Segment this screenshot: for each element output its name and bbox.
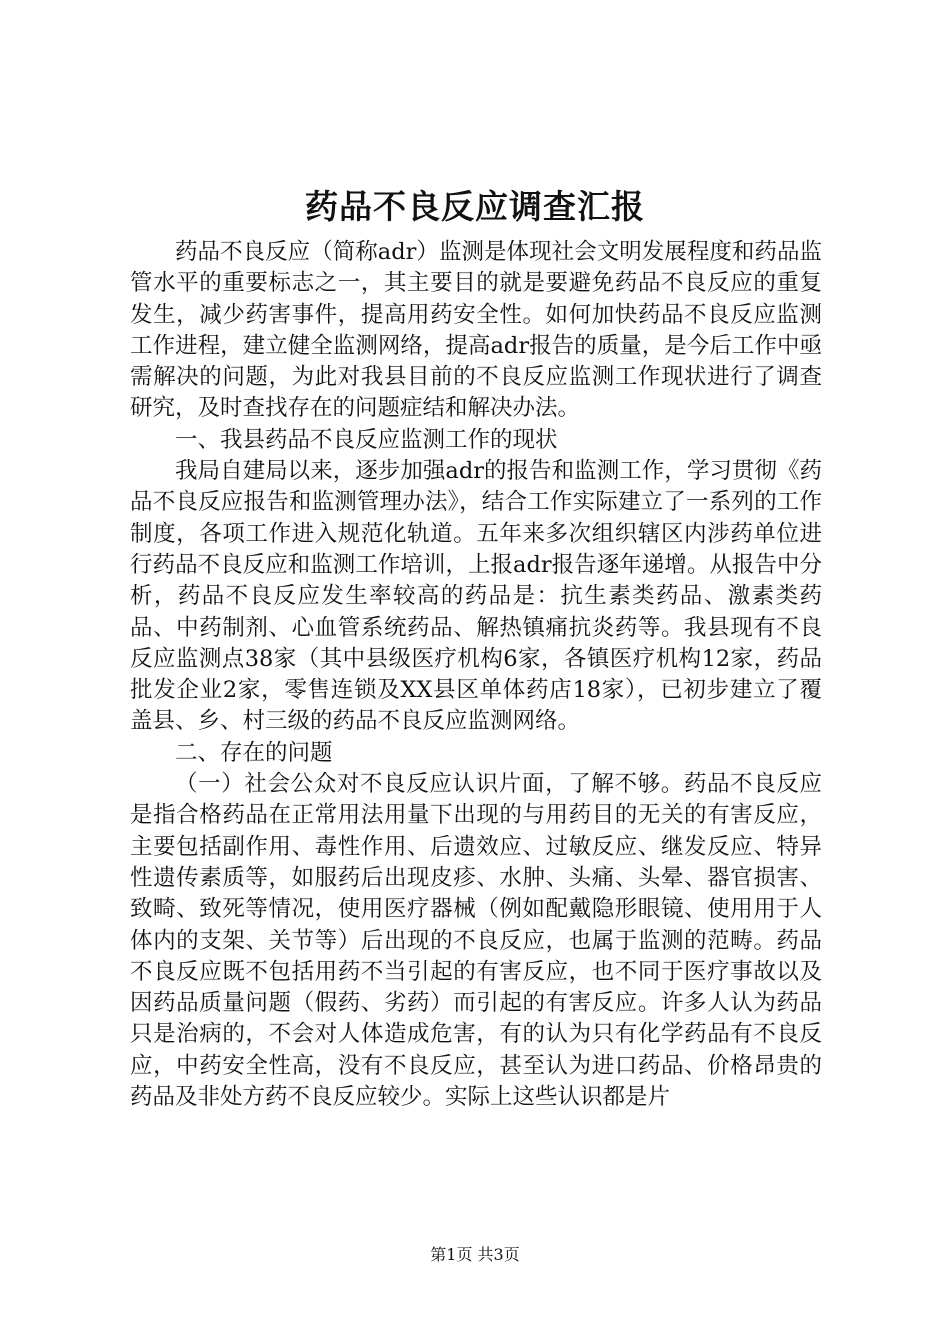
page-number-footer: 第1页 共3页	[430, 1245, 520, 1264]
paragraph-status: 我局自建局以来，逐步加强adr的报告和监测工作，学习贯彻《药品不良反应报告和监测管理办法》，结合工作实际建立了一系列的工作制度，各项工作进入规范化轨道。五年来多次组织辖区内涉药单位进行药品不良反应和监测工作培训，上报adr报告逐年递增。从报告中分析，药品不良反应发生率较高的药品是：抗生素类药品、激素类药品、中药制剂、心血管系统药品、解热镇痛抗炎药等。我县现有不良反应监测点38家（其中县级医疗机构6家，各镇医疗机构12家，药品批发企业2家，零售连锁及XX县区单体药店18家），已初步建立了覆盖县、乡、村三级的药品不良反应监测网络。	[130, 458, 822, 735]
paragraph-intro: 药品不良反应（简称adr）监测是体现社会文明发展程度和药品监管水平的重要标志之一，其主要目的就是要避免药品不良反应的重复发生，减少药害事件，提高用药安全性。如何加快药品不良反应监测工作进程，建立健全监测网络，提高adr报告的质量，是今后工作中亟需解决的问题，为此对我县目前的不良反应监测工作现状进行了调查研究，及时查找存在的问题症结和解决办法。	[130, 239, 822, 422]
paragraph-problem-1: （一）社会公众对不良反应认识片面，了解不够。药品不良反应是指合格药品在正常用法用量下出现的与用药目的无关的有害反应，主要包括副作用、毒性作用、后遗效应、过敏反应、继发反应、特异性遗传素质等，如服药后出现皮疹、水肿、头痛、头晕、器官损害、致畸、致死等情况，使用医疗器械（例如配戴隐形眼镜、使用用于人体内的支架、关节等）后出现的不良反应，也属于监测的范畴。药品不良反应既不包括用药不当引起的有害反应，也不同于医疗事故以及因药品质量问题（假药、劣药）而引起的有害反应。许多人认为药品只是治病的，不会对人体造成危害，有的认为只有化学药品有不良反应，中药安全性高，没有不良反应，甚至认为进口药品、价格昂贵的药品及非处方药不良反应较少。实际上这些认识都是片	[130, 771, 822, 1111]
section-heading-problems: 二、存在的问题	[175, 739, 333, 766]
document-body	[130, 237, 822, 1113]
document-title: 药品不良反应调查汇报	[305, 187, 645, 226]
section-heading-status: 一、我县药品不良反应监测工作的现状	[175, 426, 558, 453]
